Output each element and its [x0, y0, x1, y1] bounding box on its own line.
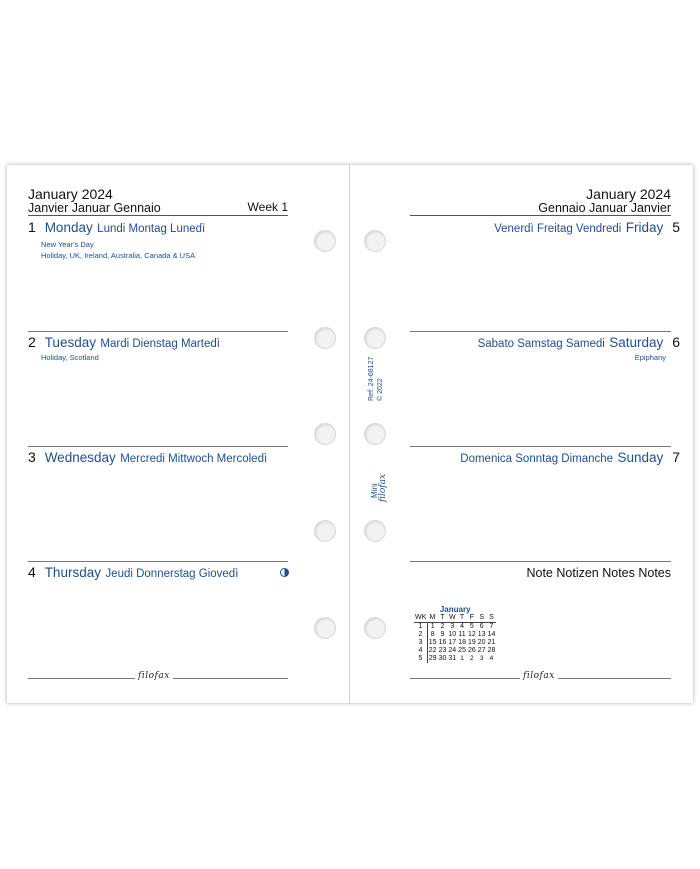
mini-calendar-row: [414, 647, 496, 655]
mini-day: 25: [458, 647, 466, 654]
mini-day: 20: [477, 639, 486, 646]
day-number: 5: [672, 219, 680, 235]
spine-brand: filofax: [378, 473, 388, 502]
month-subtitle: Gennaio Januar Janvier: [538, 201, 671, 215]
day-divider: [410, 561, 671, 562]
mini-day: 16: [438, 639, 447, 646]
mini-calendar-row: [414, 623, 496, 632]
punch-hole: [364, 423, 386, 445]
mini-day: 30: [438, 655, 447, 662]
week-number: 2: [414, 631, 427, 639]
punch-hole: [314, 327, 336, 349]
month-title: January 2024: [586, 186, 671, 202]
filofax-logo: filofax: [520, 671, 558, 681]
day-name-translations: Venerdì Freitag Vendredi: [494, 223, 622, 235]
reference-text: Ref: 24-68127: [368, 356, 375, 401]
day-name-translations: Sabato Samstag Samedi: [477, 338, 605, 350]
mini-day: 6: [479, 623, 484, 630]
week-number: 3: [414, 639, 427, 647]
week-label: Week 1: [247, 200, 288, 214]
mini-day-next-month: 2: [470, 655, 474, 662]
punch-hole: [314, 230, 336, 252]
week-number: 1: [414, 623, 427, 632]
copyright-text: © 2022: [377, 378, 384, 401]
day-name-translations: Mercredi Mittwoch Mercoledì: [120, 453, 268, 465]
mini-day: 12: [467, 631, 476, 638]
day-divider: [28, 446, 288, 447]
mini-calendar-table: [414, 614, 496, 663]
day-number: 3: [28, 449, 36, 465]
mini-day: 3: [450, 623, 455, 630]
left-page: [7, 165, 349, 703]
day-note: New Year's Day: [41, 240, 94, 249]
day-divider: [410, 446, 671, 447]
punch-hole: [364, 230, 386, 252]
day-divider: [28, 561, 288, 562]
day-note: Holiday, Scotland: [41, 353, 99, 362]
week-number: 5: [414, 655, 427, 663]
mini-day-next-month: 1: [460, 655, 464, 662]
mini-day-next-month: 3: [479, 655, 484, 662]
mini-calendar-row: [414, 639, 496, 647]
day-entry-tuesday: [28, 334, 220, 363]
mini-day-next-month: 4: [489, 655, 494, 662]
mini-day: 11: [458, 631, 466, 638]
day-name: Tuesday: [44, 335, 96, 350]
mini-day: 27: [477, 647, 486, 654]
day-name-translations: Domenica Sonntag Dimanche: [460, 453, 614, 465]
mini-header-cell: T: [457, 614, 467, 623]
day-number: 1: [28, 219, 36, 235]
first-quarter-moon-icon: [280, 568, 289, 577]
mini-day: 31: [448, 655, 457, 662]
mini-day: 13: [477, 631, 486, 638]
mini-calendar-header: [414, 614, 496, 623]
mini-header-cell: W: [448, 614, 456, 621]
mini-header-cell: S: [487, 614, 497, 623]
mini-calendar: [414, 605, 496, 663]
mini-calendar-row: [414, 631, 496, 639]
mini-day: 4: [460, 623, 465, 630]
day-name: Sunday: [617, 450, 664, 465]
header-rule: [410, 215, 671, 216]
mini-day: 22: [428, 647, 437, 654]
punch-hole: [364, 617, 386, 639]
mini-day: 7: [489, 623, 494, 630]
mini-day: 5: [469, 623, 474, 630]
month-title: January 2024: [28, 186, 113, 202]
size-label: Mini: [370, 483, 379, 498]
day-name: Wednesday: [44, 450, 116, 465]
day-name-translations: Jeudi Donnerstag Giovedì: [105, 568, 239, 580]
day-number: 4: [28, 564, 36, 580]
mini-day: 29: [428, 655, 437, 662]
day-name: Monday: [44, 220, 93, 235]
mini-day: 23: [438, 647, 447, 654]
mini-calendar-title: January: [439, 605, 471, 614]
day-entry-wednesday: [28, 449, 267, 467]
mini-header-cell: WK: [415, 614, 427, 621]
mini-header-cell: T: [438, 614, 448, 623]
punch-hole: [364, 327, 386, 349]
punch-hole: [314, 520, 336, 542]
filofax-logo: filofax: [135, 671, 173, 681]
punch-hole: [364, 520, 386, 542]
mini-day: 21: [487, 639, 496, 646]
mini-day: 19: [467, 639, 476, 646]
day-name-translations: Mardi Dienstag Martedì: [100, 338, 220, 350]
day-name: Thursday: [44, 565, 101, 580]
mini-day: 8: [430, 631, 435, 638]
week-number: 4: [414, 647, 427, 655]
mini-day: 17: [448, 639, 457, 646]
day-entry-thursday: [28, 564, 238, 582]
day-name: Friday: [625, 220, 664, 235]
mini-day: 1: [430, 623, 435, 630]
mini-calendar-row: [414, 655, 496, 663]
day-name: Saturday: [609, 335, 664, 350]
mini-day: 9: [440, 631, 445, 638]
mini-header-cell: S: [477, 614, 487, 623]
day-entry-saturday: [478, 334, 680, 363]
notes-title: Note Notizen Notes Notes: [526, 566, 671, 580]
month-subtitle: Janvier Januar Gennaio: [28, 201, 161, 215]
punch-hole: [314, 423, 336, 445]
mini-day: 15: [428, 639, 437, 646]
mini-day: 28: [487, 647, 496, 654]
day-entry-friday: [494, 219, 680, 237]
mini-day: 18: [458, 639, 466, 646]
mini-header-cell: F: [467, 614, 477, 623]
right-page: [350, 165, 693, 703]
day-number: 7: [672, 449, 680, 465]
day-number: 6: [672, 334, 680, 350]
day-entry-sunday: [460, 449, 680, 467]
day-number: 2: [28, 334, 36, 350]
mini-header-cell: M: [427, 614, 437, 623]
mini-day: 26: [467, 647, 476, 654]
day-note: Epiphany: [634, 353, 666, 362]
day-divider: [410, 331, 671, 332]
day-note: Holiday, UK, Ireland, Australia, Canada & USA: [41, 251, 196, 260]
mini-day: 14: [487, 631, 496, 638]
mini-day: 2: [440, 623, 445, 630]
diary-spread: [7, 165, 693, 703]
day-entry-monday: [28, 219, 205, 261]
mini-day: 24: [448, 647, 457, 654]
day-name-translations: Lundi Montag Lunedì: [97, 223, 206, 235]
header-rule: [28, 215, 288, 216]
mini-day: 10: [448, 631, 457, 638]
day-divider: [28, 331, 288, 332]
punch-hole: [314, 617, 336, 639]
reference-number: [367, 357, 385, 401]
